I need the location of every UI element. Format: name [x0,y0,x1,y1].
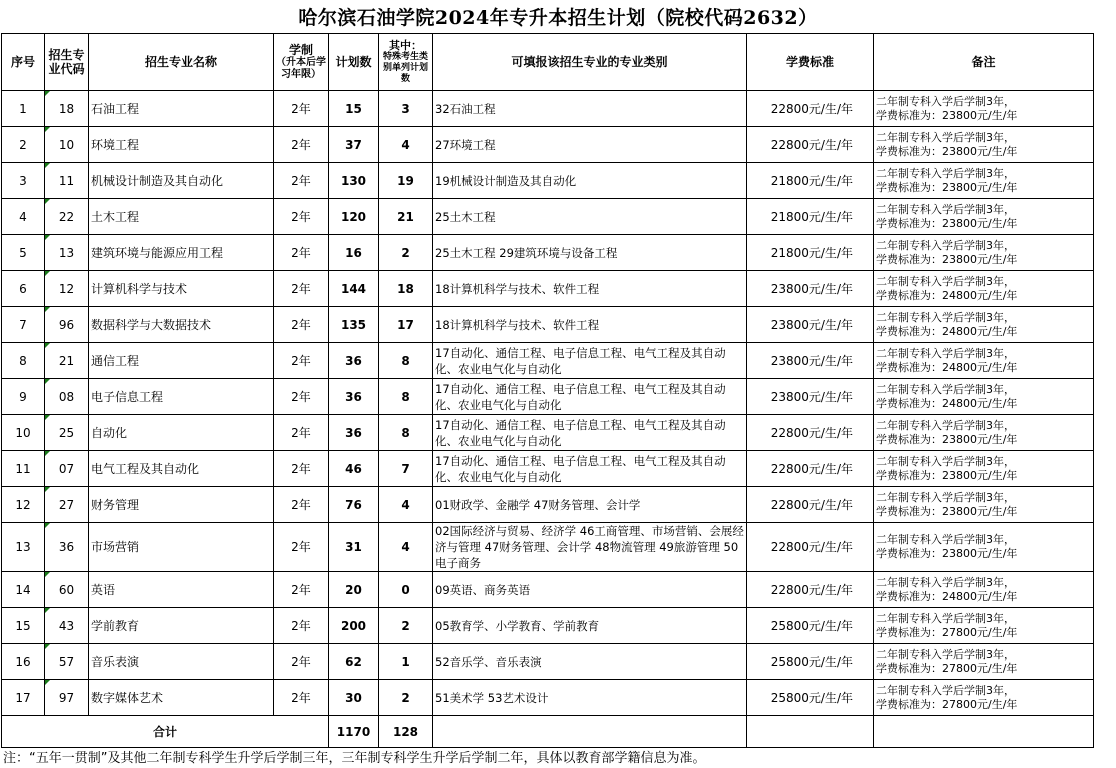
remark-line-2: 学费标准为：23800元/生/年 [876,108,1018,122]
cell-special: 1 [379,644,433,680]
header-plan: 计划数 [329,34,379,91]
table-row [2,608,1094,644]
remark-line-1: 二年制专科入学后学制3年， [876,202,1015,216]
remark-line-2: 学费标准为：23800元/生/年 [876,504,1018,518]
cell-duration: 2年 [274,199,329,235]
footnote: 注：“五年一贯制”及其他二年制专科学生升学后学制三年，三年制专科学生升学后学制二年，具体以教育部学籍信息为准。 [3,751,706,766]
remark-line-2: 学费标准为：23800元/生/年 [876,468,1018,482]
cell-duration: 2年 [274,680,329,716]
cell-category: 18计算机科学与技术、软件工程 [433,271,747,307]
remark-line-1: 二年制专科入学后学制3年， [876,647,1015,661]
cell-seq: 13 [2,523,45,572]
cell-duration: 2年 [274,572,329,608]
total-empty-category [433,716,747,748]
cell-special: 19 [379,163,433,199]
cell-tuition: 23800元/生/年 [747,271,874,307]
cell-tuition: 22800元/生/年 [747,415,874,451]
cell-tuition: 25800元/生/年 [747,608,874,644]
cell-category: 17自动化、通信工程、电子信息工程、电气工程及其自动化、农业电气化与自动化 [433,379,747,415]
cell-seq: 17 [2,680,45,716]
table-row [2,235,1094,271]
cell-duration: 2年 [274,271,329,307]
cell-tuition: 25800元/生/年 [747,680,874,716]
cell-remark [874,680,1094,716]
remark-line-1: 二年制专科入学后学制3年， [876,238,1015,252]
cell-code: 60 [45,572,89,608]
cell-special: 4 [379,127,433,163]
cell-category: 32石油工程 [433,91,747,127]
cell-duration: 2年 [274,343,329,379]
cell-category: 25土木工程 29建筑环境与设备工程 [433,235,747,271]
header-remark: 备注 [874,34,1094,91]
cell-plan: 36 [329,343,379,379]
cell-tuition: 22800元/生/年 [747,487,874,523]
remark-line-2: 学费标准为：27800元/生/年 [876,661,1018,675]
cell-tuition: 22800元/生/年 [747,572,874,608]
remark-line-1: 二年制专科入学后学制3年， [876,611,1015,625]
remark-line-1: 二年制专科入学后学制3年， [876,130,1015,144]
cell-category: 17自动化、通信工程、电子信息工程、电气工程及其自动化、农业电气化与自动化 [433,415,747,451]
remark-line-2: 学费标准为：27800元/生/年 [876,625,1018,639]
remark-line-2: 学费标准为：24800元/生/年 [876,288,1018,302]
cell-seq: 10 [2,415,45,451]
cell-seq: 12 [2,487,45,523]
total-special: 128 [379,716,433,748]
remark-line-1: 二年制专科入学后学制3年， [876,418,1015,432]
cell-special: 7 [379,451,433,487]
cell-major: 石油工程 [89,91,274,127]
cell-code: 25 [45,415,89,451]
remark-line-2: 学费标准为：23800元/生/年 [876,180,1018,194]
cell-tuition: 23800元/生/年 [747,343,874,379]
remark-line-2: 学费标准为：24800元/生/年 [876,589,1018,603]
remark-line-2: 学费标准为：27800元/生/年 [876,697,1018,711]
cell-plan: 200 [329,608,379,644]
cell-duration: 2年 [274,91,329,127]
cell-seq: 2 [2,127,45,163]
cell-plan: 37 [329,127,379,163]
header-categories: 可填报该招生专业的专业类别 [433,34,747,91]
cell-plan: 36 [329,415,379,451]
cell-duration: 2年 [274,235,329,271]
total-label: 合计 [2,716,329,748]
cell-special: 2 [379,680,433,716]
cell-plan: 30 [329,680,379,716]
table-row [2,343,1094,379]
remark-line-1: 二年制专科入学后学制3年， [876,454,1015,468]
cell-duration: 2年 [274,163,329,199]
total-empty-remark [874,716,1094,748]
cell-major: 市场营销 [89,523,274,572]
cell-plan: 76 [329,487,379,523]
cell-remark [874,307,1094,343]
cell-code: 12 [45,271,89,307]
table-row [2,163,1094,199]
remark-line-2: 学费标准为：23800元/生/年 [876,432,1018,446]
cell-tuition: 22800元/生/年 [747,523,874,572]
cell-plan: 130 [329,163,379,199]
cell-duration: 2年 [274,487,329,523]
table-row [2,91,1094,127]
cell-plan: 36 [329,379,379,415]
cell-major: 音乐表演 [89,644,274,680]
cell-special: 0 [379,572,433,608]
table-row [2,487,1094,523]
table-row [2,523,1094,572]
cell-remark [874,127,1094,163]
cell-category: 51美术学 53艺术设计 [433,680,747,716]
cell-special: 18 [379,271,433,307]
cell-major: 财务管理 [89,487,274,523]
cell-code: 97 [45,680,89,716]
header-tuition: 学费标准 [747,34,874,91]
remark-line-1: 二年制专科入学后学制3年， [876,310,1015,324]
cell-plan: 31 [329,523,379,572]
table-row [2,271,1094,307]
cell-tuition: 22800元/生/年 [747,451,874,487]
cell-plan: 120 [329,199,379,235]
cell-duration: 2年 [274,415,329,451]
cell-category: 52音乐学、音乐表演 [433,644,747,680]
cell-category: 02国际经济与贸易、经济学 46工商管理、市场营销、会展经济与管理 47财务管理、会计学 48物流管理 49旅游管理 50电子商务 [433,523,747,572]
table-row [2,451,1094,487]
header-major: 招生专业名称 [89,34,274,91]
cell-major: 学前教育 [89,608,274,644]
remark-line-2: 学费标准为：24800元/生/年 [876,324,1018,338]
remark-line-2: 学费标准为：23800元/生/年 [876,216,1018,230]
cell-special: 17 [379,307,433,343]
cell-seq: 9 [2,379,45,415]
cell-category: 19机械设计制造及其自动化 [433,163,747,199]
cell-duration: 2年 [274,644,329,680]
cell-remark [874,343,1094,379]
header-seq: 序号 [2,34,45,91]
remark-line-2: 学费标准为：24800元/生/年 [876,396,1018,410]
remark-line-1: 二年制专科入学后学制3年， [876,575,1015,589]
remark-line-2: 学费标准为：23800元/生/年 [876,252,1018,266]
cell-tuition: 23800元/生/年 [747,379,874,415]
table-row [2,199,1094,235]
cell-category: 18计算机科学与技术、软件工程 [433,307,747,343]
cell-remark [874,415,1094,451]
cell-category: 17自动化、通信工程、电子信息工程、电气工程及其自动化、农业电气化与自动化 [433,451,747,487]
cell-category: 25土木工程 [433,199,747,235]
cell-code: 10 [45,127,89,163]
cell-remark [874,163,1094,199]
cell-seq: 16 [2,644,45,680]
table-row [2,680,1094,716]
table-body [2,91,1094,716]
cell-category: 01财政学、金融学 47财务管理、会计学 [433,487,747,523]
cell-code: 13 [45,235,89,271]
cell-remark [874,379,1094,415]
cell-code: 18 [45,91,89,127]
cell-major: 电子信息工程 [89,379,274,415]
cell-major: 计算机科学与技术 [89,271,274,307]
table-row [2,644,1094,680]
cell-duration: 2年 [274,608,329,644]
cell-major: 建筑环境与能源应用工程 [89,235,274,271]
cell-remark [874,523,1094,572]
remark-line-1: 二年制专科入学后学制3年， [876,382,1015,396]
cell-tuition: 21800元/生/年 [747,199,874,235]
cell-code: 11 [45,163,89,199]
cell-special: 4 [379,487,433,523]
cell-special: 4 [379,523,433,572]
cell-tuition: 21800元/生/年 [747,163,874,199]
cell-major: 英语 [89,572,274,608]
cell-major: 数字媒体艺术 [89,680,274,716]
cell-code: 57 [45,644,89,680]
cell-major: 环境工程 [89,127,274,163]
cell-seq: 3 [2,163,45,199]
cell-major: 自动化 [89,415,274,451]
cell-plan: 20 [329,572,379,608]
cell-seq: 14 [2,572,45,608]
remark-line-2: 学费标准为：23800元/生/年 [876,547,1018,560]
cell-plan: 46 [329,451,379,487]
cell-duration: 2年 [274,523,329,572]
cell-duration: 2年 [274,451,329,487]
cell-code: 96 [45,307,89,343]
cell-special: 8 [379,415,433,451]
cell-major: 机械设计制造及其自动化 [89,163,274,199]
cell-seq: 11 [2,451,45,487]
cell-remark [874,451,1094,487]
cell-seq: 5 [2,235,45,271]
cell-category: 27环境工程 [433,127,747,163]
table-row [2,307,1094,343]
cell-category: 17自动化、通信工程、电子信息工程、电气工程及其自动化、农业电气化与自动化 [433,343,747,379]
cell-seq: 4 [2,199,45,235]
cell-seq: 1 [2,91,45,127]
cell-special: 21 [379,199,433,235]
cell-code: 36 [45,523,89,572]
remark-line-2: 学费标准为：24800元/生/年 [876,360,1018,374]
cell-seq: 7 [2,307,45,343]
cell-duration: 2年 [274,307,329,343]
remark-line-1: 二年制专科入学后学制3年， [876,166,1015,180]
cell-remark [874,644,1094,680]
cell-special: 3 [379,91,433,127]
cell-seq: 8 [2,343,45,379]
cell-major: 数据科学与大数据技术 [89,307,274,343]
header-duration: 学制 （升本后学习年限） [274,34,329,91]
total-plan: 1170 [329,716,379,748]
remark-line-1: 二年制专科入学后学制3年， [876,94,1015,108]
remark-line-1: 二年制专科入学后学制3年， [876,683,1015,697]
cell-major: 通信工程 [89,343,274,379]
remark-line-1: 二年制专科入学后学制3年， [876,490,1015,504]
cell-remark [874,572,1094,608]
cell-major: 土木工程 [89,199,274,235]
cell-code: 21 [45,343,89,379]
cell-category: 05教育学、小学教育、学前教育 [433,608,747,644]
cell-code: 22 [45,199,89,235]
cell-tuition: 22800元/生/年 [747,127,874,163]
cell-remark [874,235,1094,271]
cell-major: 电气工程及其自动化 [89,451,274,487]
header-code: 招生专业代码 [45,34,89,91]
total-row [2,716,1094,748]
cell-plan: 62 [329,644,379,680]
cell-category: 09英语、商务英语 [433,572,747,608]
page-title: 哈尔滨石油学院2024年专升本招生计划（院校代码2632） [298,7,818,29]
cell-plan: 144 [329,271,379,307]
enrollment-plan-table [1,33,1094,748]
cell-special: 2 [379,608,433,644]
cell-special: 8 [379,343,433,379]
cell-code: 27 [45,487,89,523]
header-special: 其中： 特殊考生类别单列计划数 [379,34,433,91]
remark-line-1: 二年制专科入学后学制3年， [876,274,1015,288]
cell-seq: 6 [2,271,45,307]
total-empty-tuition [747,716,874,748]
cell-code: 08 [45,379,89,415]
table-row [2,572,1094,608]
cell-seq: 15 [2,608,45,644]
table-row [2,379,1094,415]
cell-code: 07 [45,451,89,487]
cell-tuition: 21800元/生/年 [747,235,874,271]
cell-remark [874,91,1094,127]
table-row [2,127,1094,163]
cell-tuition: 25800元/生/年 [747,644,874,680]
cell-remark [874,487,1094,523]
remark-line-1: 二年制专科入学后学制3年， [876,346,1015,360]
cell-plan: 16 [329,235,379,271]
cell-duration: 2年 [274,127,329,163]
table-row [2,415,1094,451]
cell-tuition: 23800元/生/年 [747,307,874,343]
cell-duration: 2年 [274,379,329,415]
cell-special: 2 [379,235,433,271]
cell-remark [874,608,1094,644]
remark-line-2: 学费标准为：23800元/生/年 [876,144,1018,158]
cell-special: 8 [379,379,433,415]
header-row [2,34,1094,91]
remark-line-1: 二年制专科入学后学制3年， [876,533,1015,546]
cell-plan: 15 [329,91,379,127]
cell-plan: 135 [329,307,379,343]
cell-tuition: 22800元/生/年 [747,91,874,127]
cell-code: 43 [45,608,89,644]
cell-remark [874,271,1094,307]
cell-remark [874,199,1094,235]
